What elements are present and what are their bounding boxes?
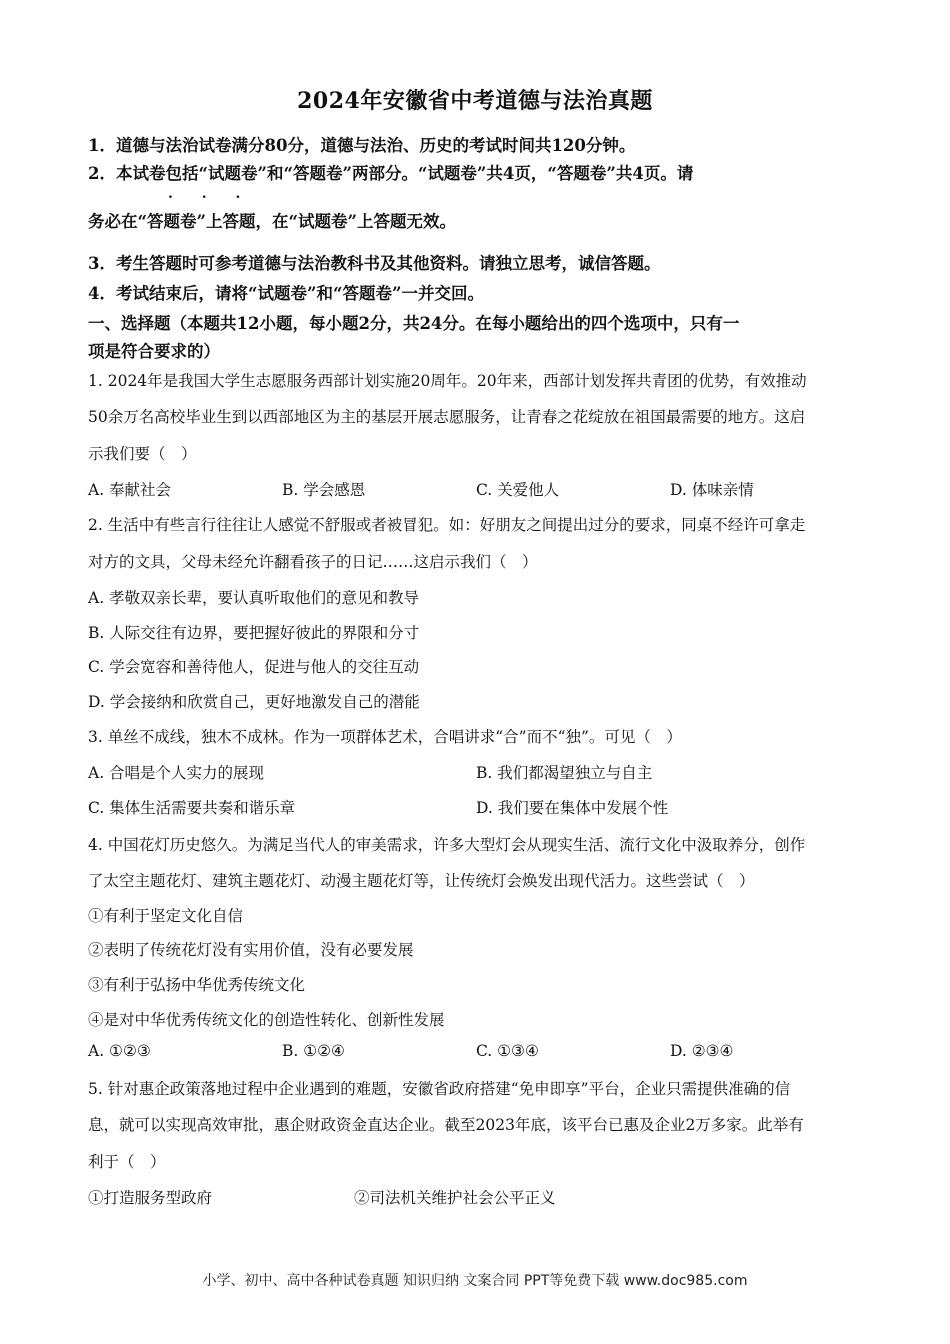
q2-option-b: B. 人际交往有边界，要把握好彼此的界限和分寸 xyxy=(88,624,420,642)
q2-option-c: C. 学会宽容和善待他人，促进与他人的交往互动 xyxy=(88,658,420,676)
q1-stem-line: 50余万名高校毕业生到以西部地区为主的基层开展志愿服务，让青春之花绽放在祖国最需要的地方。这启 xyxy=(88,408,806,426)
q1-option-a: A. 奉献社会 xyxy=(88,481,172,499)
q2-option-d: D. 学会接纳和欣赏自己，更好地激发自己的潜能 xyxy=(88,693,420,711)
q4-stem-line: 4. 中国花灯历史悠久。为满足当代人的审美需求，许多大型灯会从现实生活、流行文化中汲取养分，创作 xyxy=(88,836,806,854)
instruction-2-cont xyxy=(88,186,862,232)
q5-item-2: ②司法机关维护社会公平正义 xyxy=(354,1189,556,1207)
q3-option-a: A. 合唱是个人实力的展现 xyxy=(88,764,265,782)
q4-stem-line: 了太空主题花灯、建筑主题花灯、动漫主题花灯等，让传统灯会焕发出现代活力。这些尝试（ ） xyxy=(88,872,755,890)
q3-stem-line: 3. 单丝不成线，独木不成林。作为一项群体艺术，合唱讲求“合”而不“独”。可见（ ） xyxy=(88,728,682,746)
q2-option-a: A. 孝敬双亲长辈，要认真听取他们的意见和教导 xyxy=(88,589,420,607)
q5-stem-line: 息，就可以实现高效审批，惠企财政资金直达企业。截至2023年底，该平台已惠及企业2万多家。此举有 xyxy=(88,1116,804,1134)
section-heading: 一、选择题（本题共12小题，每小题2分，共24分。在每小题给出的四个选项中，只有一 xyxy=(88,314,740,333)
q1-option-b: B. 学会感恩 xyxy=(282,481,366,499)
q2-stem-line: 2. 生活中有些言行往往让人感觉不舒服或者被冒犯。如：好朋友之间提出过分的要求，同桌不经许可拿走 xyxy=(88,516,806,534)
q4-item-1: ①有利于坚定文化自信 xyxy=(88,907,244,925)
q3-option-d: D. 我们要在集体中发展个性 xyxy=(476,799,669,817)
q4-item-2: ②表明了传统花灯没有实用价值，没有必要发展 xyxy=(88,941,414,959)
q3-option-c: C. 集体生活需要共奏和谐乐章 xyxy=(88,799,296,817)
instruction-2: 2．本试卷包括“试题卷”和“答题卷”两部分。“试题卷”共4页，“答题卷”共4页。请 xyxy=(88,164,694,183)
q4-option-a: A. ①②③ xyxy=(88,1042,151,1060)
q4-option-b: B. ①②④ xyxy=(282,1042,345,1060)
q1-option-c: C. 关爱他人 xyxy=(476,481,560,499)
q5-stem-line: 5. 针对惠企政策落地过程中企业遇到的难题，安徽省政府搭建“免申即享”平台，企业只需提供准确的信 xyxy=(88,1080,791,1098)
q5-item-1: ①打造服务型政府 xyxy=(88,1189,213,1207)
q4-item-4: ④是对中华优秀传统文化的创造性转化、创新性发展 xyxy=(88,1011,445,1029)
instruction-2-continued-text: 务必在“答题卷”上答题，在“试题卷”上答题无效。 xyxy=(88,212,456,231)
section-heading-cont: 项是符合要求的） xyxy=(88,342,220,361)
q5-stem-line: 利于（ ） xyxy=(88,1153,166,1171)
page-title: 2024年安徽省中考道德与法治真题 xyxy=(297,88,653,114)
q4-option-c: C. ①③④ xyxy=(476,1042,539,1060)
q4-option-d: D. ②③④ xyxy=(670,1042,734,1060)
q1-stem-line: 1. 2024年是我国大学生志愿服务西部计划实施20周年。20年来，西部计划发挥共青团的优势，有效推动 xyxy=(88,372,807,390)
instruction-3: 3．考生答题时可参考道德与法治教科书及其他资料。请独立思考，诚信答题。 xyxy=(88,254,661,273)
page-footer: 小学、初中、高中各种试卷真题 知识归纳 文案合同 PPT等免费下载 www.doc985.com xyxy=(202,1273,748,1289)
q1-option-d: D. 体味亲情 xyxy=(670,481,754,499)
q1-stem-line: 示我们要（ ） xyxy=(88,445,197,463)
instruction-4: 4．考试结束后，请将“试题卷”和“答题卷”一并交回。 xyxy=(88,284,484,303)
q2-stem-line: 对方的文具，父母未经允许翻看孩子的日记……这启示我们（ ） xyxy=(88,553,538,571)
q3-option-b: B. 我们都渴望独立与自主 xyxy=(476,764,653,782)
instruction-1: 1．道德与法治试卷满分80分，道德与法治、历史的考试时间共120分钟。 xyxy=(88,136,636,155)
q4-item-3: ③有利于弘扬中华优秀传统文化 xyxy=(88,976,306,994)
emphasis-dots: . . . xyxy=(168,186,253,202)
